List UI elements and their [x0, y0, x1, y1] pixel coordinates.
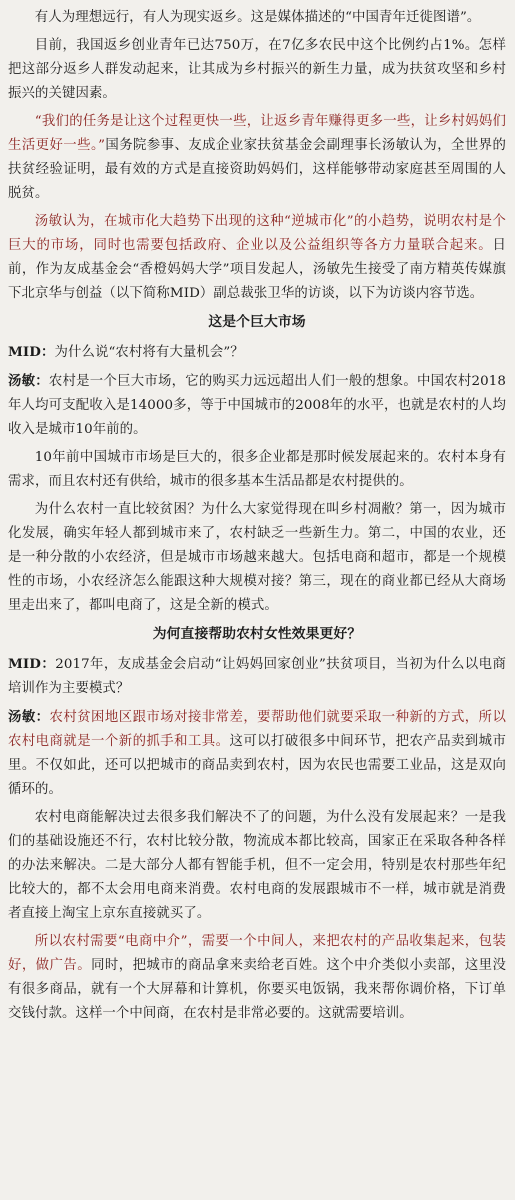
paragraph-intro: 有人为理想远行，有人为现实返乡。这是媒体描述的“中国青年迁徙图谱”。 — [34, 10, 481, 25]
paragraph-reverse-urbanization: 汤敏认为，在城市化大趋势下出现的这种“逆城市化”的小趋势，说明农村是个巨大的市场，同时也需要包括政府、企业以及公益组织等各方力量联合起来。日前，作为友成基金会“香橙妈妈大学”项目发起人，汤敏先生接受了南方精英传媒旗下北京华与创益（以下简称MID）副总裁张卫华的访谈，以下为访谈内容节选。 — [8, 214, 506, 301]
highlight-quote: “我们的任务是让这个过程更快一些，让返乡青年赚得更多一些，让乡村妈妈们生活更好一些。” — [8, 114, 506, 153]
highlight-text: 汤敏认为，在城市化大趋势下出现的这种“逆城市化”的小趋势，说明农村是个巨大的市场，同时也需要包括政府、企业以及公益组织等各方力量联合起来。 — [8, 214, 506, 253]
paragraph-city-market: 10年前中国城市市场是巨大的，很多企业都是那时候发展起来的。农村本身有需求，而且农村还有供给，城市的很多基本生活品都是农村提供的。 — [8, 450, 506, 489]
paragraph-ecommerce-problems: 农村电商能解决过去很多我们解决不了的问题，为什么没有发展起来？一是我们的基础设施还不行，农村比较分散，物流成本都比较高，国家正在采取各种各样的办法来解决。二是大部分人都有智能手机，但不一定会用，特别是农村那些年纪比较大的，都不太会用电商来消费。农村电商的发展跟城市不一样，城市就是消费者直接上淘宝上京东直接就买了。 — [8, 810, 506, 921]
paragraph-ecommerce-agent: 所以农村需要“电商中介”，需要一个中间人，来把农村的产品收集起来，包装好，做广告。同时，把城市的商品拿来卖给老百姓。这个中介类似小卖部，这里没有很多商品，就有一个大屏幕和计算机，你要买电饭锅，我来帮你调价格，下订单交钱付款。这样一个中间商，在农村是非常必要的。这就需要培训。 — [8, 934, 506, 1021]
answer-paragraph: 汤敏：农村是一个巨大市场，它的购买力远远超出人们一般的想象。中国农村2018年人均可支配收入是14000多，等于中国城市的2008年的水平，也就是农村的人均收入是城市10年前的。 — [8, 373, 506, 437]
speaker-label: 汤敏： — [8, 709, 50, 725]
section-heading: 这是个巨大市场 — [208, 314, 306, 330]
section-heading: 为何直接帮助农村女性效果更好？ — [152, 626, 362, 642]
question-paragraph: MID：2017年，友成基金会启动“让妈妈回家创业”扶贫项目，当初为什么以电商培训作为主要模式？ — [8, 656, 506, 696]
paragraph-returnees: 目前，我国返乡创业青年已达750万，在7亿多农民中这个比例约占1%。怎样把这部分返乡人群发动起来，让其成为乡村振兴的新生力量，成为扶贫攻坚和乡村振兴的关键因素。 — [8, 38, 506, 101]
paragraph-mission: “我们的任务是让这个过程更快一些，让返乡青年赚得更多一些，让乡村妈妈们生活更好一些。”国务院参事、友成企业家扶贫基金会副理事长汤敏认为，全世界的扶贫经验证明，最有效的方式是直接资助妈妈们，这样能够带动家庭甚至周围的人脱贫。 — [8, 114, 506, 201]
speaker-label: 汤敏： — [8, 373, 49, 389]
question-paragraph: MID：为什么说“农村将有大量机会”？ — [8, 344, 244, 360]
highlight-text: 农村贫困地区跟市场对接非常差，要帮助他们就要采取一种新的方式，所以农村电商就是一个新的抓手和工具。 — [8, 710, 506, 749]
speaker-label: MID： — [8, 344, 55, 360]
paragraph-poverty-reasons: 为什么农村一直比较贫困？为什么大家觉得现在叫乡村凋敝？第一，因为城市化发展，确实年轻人都到城市来了，农村缺乏一些新生力。第二，中国的农业，还是一种分散的小农经济，但是城市市场越来越大。包括电商和超市，都是一个规模性的市场，小农经济怎么能跟这种大规模对接？第三，现在的商业都已经从大商场里走出来了，都叫电商了，这是全新的模式。 — [8, 502, 506, 613]
article-body — [8, 6, 506, 1026]
speaker-label: MID： — [8, 656, 56, 672]
highlight-text: 所以农村需要“电商中介”，需要一个中间人，来把农村的产品收集起来，包装好，做广告。 — [8, 934, 506, 973]
answer-paragraph: 汤敏：农村贫困地区跟市场对接非常差，要帮助他们就要采取一种新的方式，所以农村电商就是一个新的抓手和工具。这可以打破很多中间环节，把农产品卖到城市里。不仅如此，还可以把城市的商品卖到农村，因为农民也需要工业品，这是双向循环的。 — [8, 709, 506, 797]
